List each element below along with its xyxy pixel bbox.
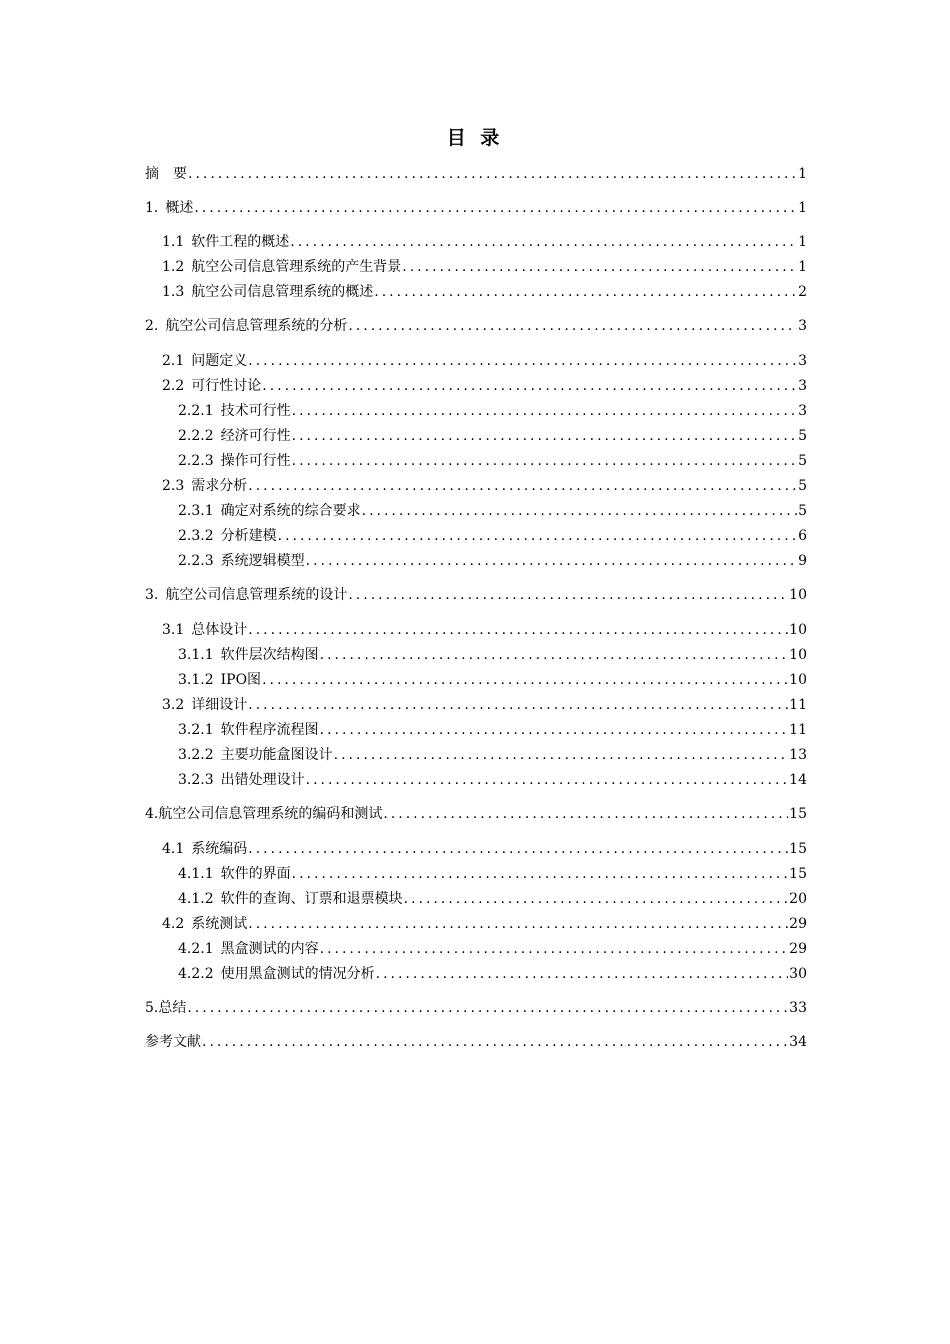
toc-page-number: 2 — [798, 284, 807, 300]
toc-entry-number: 4.2 — [162, 916, 185, 932]
toc-leader-dots — [362, 502, 797, 520]
toc-entry-number: 3. — [145, 587, 159, 603]
toc-entry-number: 3.1.1 — [178, 647, 214, 663]
toc-leader-dots — [374, 283, 797, 301]
toc-entry[interactable] — [178, 498, 807, 520]
toc-entry-number: 2.2.3 — [178, 453, 214, 469]
toc-entry-text: 总体设计 — [191, 622, 248, 638]
toc-entry[interactable] — [178, 523, 807, 545]
toc-entry-text: 确定对系统的综合要求 — [220, 503, 361, 519]
toc-page-number: 34 — [789, 1034, 807, 1050]
toc-page-number: 15 — [789, 841, 807, 857]
toc-page-number: 5 — [798, 478, 807, 494]
toc-entry[interactable] — [178, 398, 807, 420]
toc-entry-number: 2.2.1 — [178, 403, 214, 419]
toc-entry[interactable] — [162, 229, 807, 251]
toc-leader-dots — [187, 999, 788, 1017]
toc-page-number: 11 — [789, 697, 807, 713]
toc-page-number: 29 — [789, 941, 807, 957]
toc-page-number: 3 — [798, 353, 807, 369]
toc-entry-number: 2.3.2 — [178, 528, 214, 544]
toc-entry[interactable] — [178, 961, 807, 983]
toc-leader-dots — [320, 646, 789, 664]
toc-page-number: 1 — [798, 234, 807, 250]
toc-entry-text: 使用黑盒测试的情况分析 — [220, 966, 375, 982]
toc-entry-number: 3.2 — [162, 697, 185, 713]
toc-entry-text: 黑盒测试的内容 — [220, 941, 319, 957]
toc-leader-dots — [334, 746, 789, 764]
toc-page-number: 14 — [789, 772, 807, 788]
toc-entry-number: 4.1 — [162, 841, 185, 857]
toc-entry-number: 3.1.2 — [178, 672, 214, 688]
toc-entry[interactable] — [145, 582, 807, 604]
toc-title: 目 录 — [446, 127, 504, 149]
toc-entry-text: 技术可行性 — [220, 403, 291, 419]
toc-entry-number: 2.2 — [162, 378, 185, 394]
toc-entry[interactable] — [162, 348, 807, 370]
toc-page-number: 10 — [789, 622, 807, 638]
toc-page-number: 15 — [789, 806, 807, 822]
toc-entry-number: 1.2 — [162, 259, 185, 275]
toc-entry[interactable] — [178, 767, 807, 789]
toc-entry-text: 问题定义 — [191, 353, 248, 369]
toc-leader-dots — [278, 527, 797, 545]
toc-page-number: 1 — [798, 200, 807, 216]
toc-entry-number: 2.2.2 — [178, 428, 214, 444]
toc-page-number: 20 — [789, 891, 807, 907]
toc-entry-text: 主要功能盒图设计 — [220, 747, 333, 763]
toc-entry-number: 2.3 — [162, 478, 185, 494]
toc-page-number: 3 — [798, 318, 807, 334]
toc-leader-dots — [248, 352, 797, 370]
toc-leader-dots — [292, 402, 797, 420]
toc-entry-text: 系统编码 — [191, 841, 248, 857]
toc-entry-text: 经济可行性 — [220, 428, 291, 444]
toc-leader-dots — [404, 890, 789, 908]
toc-entry[interactable] — [178, 548, 807, 570]
toc-page-number: 10 — [789, 587, 807, 603]
toc-page-number: 5 — [798, 428, 807, 444]
toc-entry-text: 软件层次结构图 — [220, 647, 319, 663]
toc-entry[interactable] — [178, 423, 807, 445]
toc-entry-number: 4.2.1 — [178, 941, 214, 957]
toc-page-number: 5 — [798, 503, 807, 519]
toc-entry-text: 系统逻辑模型 — [220, 553, 305, 569]
toc-leader-dots — [262, 671, 788, 689]
toc-entry-number: 2.1 — [162, 353, 185, 369]
toc-leader-dots — [188, 165, 797, 183]
toc-page-number: 1 — [798, 259, 807, 275]
toc-entry-text: 软件的界面 — [220, 866, 291, 882]
toc-entry-text: 参考文献 — [145, 1034, 201, 1050]
toc-leader-dots — [320, 721, 789, 739]
toc-entry-text: 航空公司信息管理系统的设计 — [165, 587, 348, 603]
toc-entry-text: 软件程序流程图 — [220, 722, 319, 738]
toc-leader-dots — [320, 940, 789, 958]
toc-entry-number: 1.1 — [162, 234, 185, 250]
toc-entry-text: 软件工程的概述 — [191, 234, 290, 250]
toc-page-number: 1 — [798, 166, 807, 182]
toc-page-number: 13 — [789, 747, 807, 763]
toc-leader-dots — [262, 377, 797, 395]
toc-entry[interactable] — [145, 1029, 807, 1051]
toc-entry[interactable] — [178, 742, 807, 764]
toc-entry[interactable] — [178, 717, 807, 739]
toc-leader-dots — [248, 621, 788, 639]
toc-entry-number: 4.1.2 — [178, 891, 214, 907]
toc-leader-dots — [376, 965, 789, 983]
toc-page-number: 10 — [789, 672, 807, 688]
toc-entry-number: 3.1 — [162, 622, 185, 638]
toc-entry-text: 摘 要 — [145, 166, 187, 182]
toc-entry[interactable] — [145, 313, 807, 335]
toc-page-number: 30 — [789, 966, 807, 982]
toc-entry-number: 2.2.3 — [178, 553, 214, 569]
toc-entry[interactable] — [162, 617, 807, 639]
toc-entry[interactable] — [162, 911, 807, 933]
toc-entry-text: 4.航空公司信息管理系统的编码和测试 — [145, 806, 383, 822]
toc-entry-text: 分析建模 — [220, 528, 277, 544]
toc-entry-text: 航空公司信息管理系统的分析 — [165, 318, 348, 334]
toc-leader-dots — [348, 586, 788, 604]
toc-entry-number: 3.2.1 — [178, 722, 214, 738]
toc-entry[interactable] — [145, 995, 807, 1017]
toc-leader-dots — [248, 696, 788, 714]
toc-leader-dots — [383, 805, 788, 823]
toc-entry[interactable] — [178, 448, 807, 470]
toc-leader-dots — [292, 452, 797, 470]
toc-entry[interactable] — [162, 473, 807, 495]
toc-entry[interactable] — [162, 692, 807, 714]
toc-entry-text: IPO图 — [220, 672, 262, 688]
toc-page-number: 6 — [798, 528, 807, 544]
toc-entry-number: 1. — [145, 200, 159, 216]
toc-entry[interactable] — [162, 836, 807, 858]
toc-entry[interactable] — [178, 936, 807, 958]
toc-leader-dots — [290, 233, 797, 251]
toc-page-number: 15 — [789, 866, 807, 882]
toc-entry-text: 软件的查询、订票和退票模块 — [220, 891, 403, 907]
toc-entry[interactable] — [178, 667, 807, 689]
toc-page-number: 33 — [789, 1000, 807, 1016]
toc-leader-dots — [248, 477, 797, 495]
toc-entry[interactable] — [178, 861, 807, 883]
toc-page-number: 9 — [798, 553, 807, 569]
toc-entry-number: 1.3 — [162, 284, 185, 300]
toc-entry-text: 需求分析 — [191, 478, 248, 494]
toc-entry[interactable] — [145, 195, 807, 217]
toc-entry-number: 4.1.1 — [178, 866, 214, 882]
toc-leader-dots — [402, 258, 797, 276]
toc-page-number: 10 — [789, 647, 807, 663]
toc-page-number: 5 — [798, 453, 807, 469]
toc-entry[interactable] — [178, 642, 807, 664]
toc-entry-text: 操作可行性 — [220, 453, 291, 469]
toc-entry[interactable] — [178, 886, 807, 908]
toc-leader-dots — [202, 1033, 788, 1051]
toc-entry-number: 4.2.2 — [178, 966, 214, 982]
toc-page-number: 29 — [789, 916, 807, 932]
toc-entry-number: 3.2.3 — [178, 772, 214, 788]
toc-entry[interactable] — [145, 161, 807, 183]
toc-leader-dots — [306, 552, 797, 570]
toc-entry-text: 详细设计 — [191, 697, 248, 713]
toc-leader-dots — [306, 771, 789, 789]
toc-leader-dots — [248, 915, 788, 933]
toc-leader-dots — [194, 199, 797, 217]
toc-entry-text: 可行性讨论 — [191, 378, 262, 394]
toc-entry-text: 5.总结 — [145, 1000, 187, 1016]
toc-leader-dots — [248, 840, 788, 858]
toc-page-number: 11 — [789, 722, 807, 738]
toc-entry[interactable] — [145, 801, 807, 823]
toc-entry[interactable] — [162, 279, 807, 301]
toc-entry-number: 2. — [145, 318, 159, 334]
toc-page-number: 3 — [798, 378, 807, 394]
toc-entry[interactable] — [162, 254, 807, 276]
toc-entry-number: 2.3.1 — [178, 503, 214, 519]
toc-entry-number: 3.2.2 — [178, 747, 214, 763]
toc-entry-text: 概述 — [165, 200, 194, 216]
toc-page-number: 3 — [798, 403, 807, 419]
toc-entry-text: 系统测试 — [191, 916, 248, 932]
toc-entry[interactable] — [162, 373, 807, 395]
toc-leader-dots — [348, 317, 797, 335]
toc-entry-text: 航空公司信息管理系统的概述 — [191, 284, 374, 300]
toc-entry-text: 出错处理设计 — [220, 772, 305, 788]
toc-entry-text: 航空公司信息管理系统的产生背景 — [191, 259, 402, 275]
toc-leader-dots — [292, 865, 789, 883]
toc-leader-dots — [292, 427, 797, 445]
